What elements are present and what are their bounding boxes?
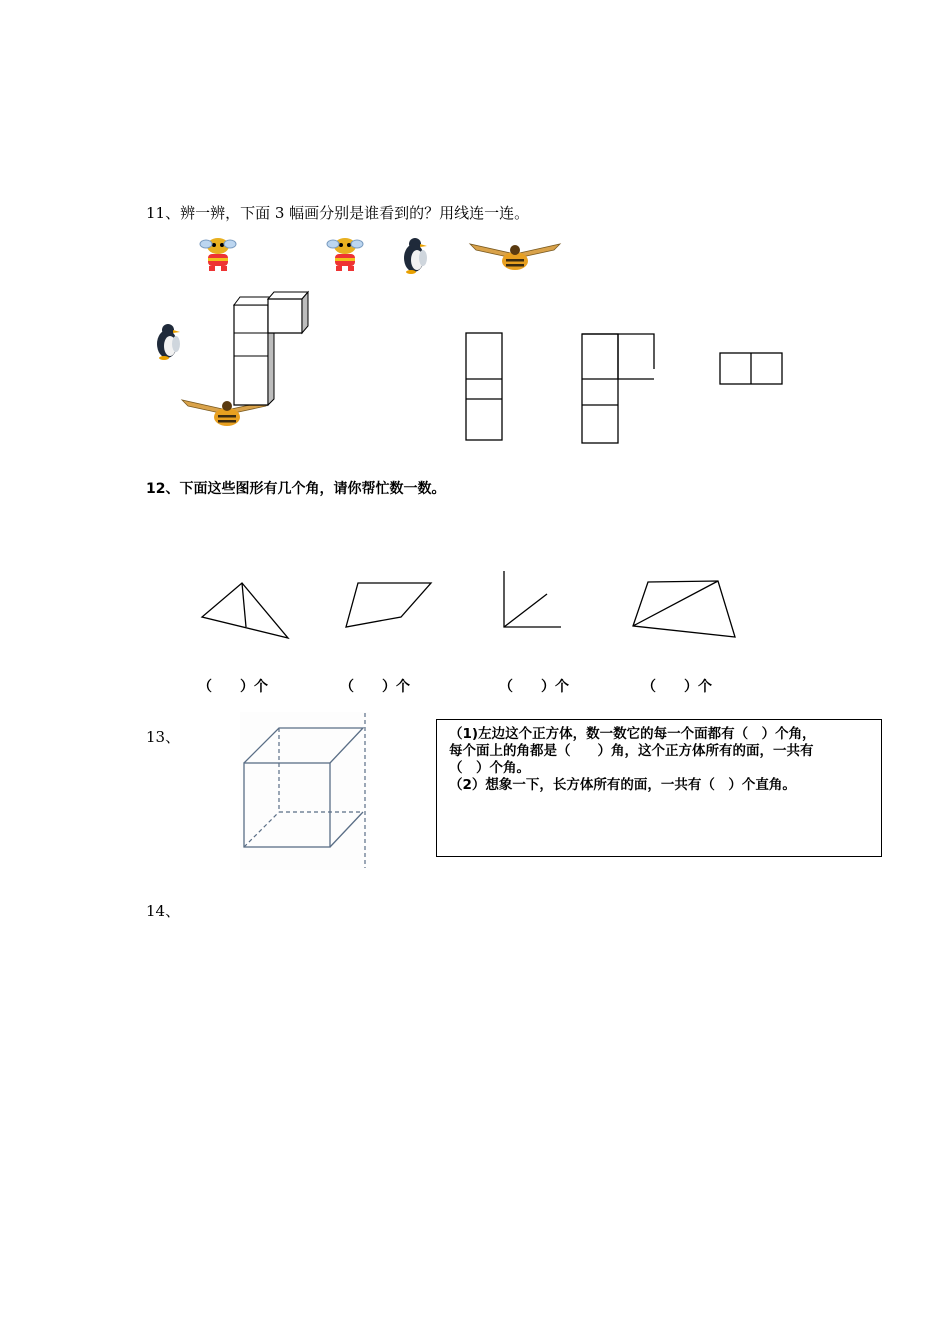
flying-bee-icon (468, 240, 562, 274)
cube-stack-figure (230, 288, 312, 412)
view-figure-1 (465, 332, 505, 442)
q12-answer-4[interactable]: （ ）个 (642, 679, 712, 695)
q12-answer-3[interactable]: （ ）个 (499, 679, 569, 695)
bee-icon (325, 237, 365, 273)
q13-question-box (436, 719, 882, 857)
view-figure-3 (719, 352, 785, 386)
bee-icon (198, 237, 238, 273)
triangle-figure (200, 582, 292, 640)
view-figure-2 (581, 333, 657, 445)
q12-answer-1[interactable]: （ ）个 (198, 679, 268, 695)
cube-figure (240, 712, 370, 870)
q13-line-3: （ ）个角。 (449, 760, 530, 776)
q13-line-1: （1)左边这个正方体，数一数它的每一个面都有（ ）个角， (449, 726, 816, 742)
penguin-icon (150, 322, 186, 360)
q12-answer-2[interactable]: （ ）个 (340, 679, 410, 695)
q14-number: 14、 (146, 902, 181, 920)
penguin-icon (397, 236, 433, 274)
q13-line-2: 每个面上的角都是（ ）角，这个正方体所有的面，一共有 (449, 743, 814, 759)
q12-title: 12、下面这些图形有几个角，请你帮忙数一数。 (146, 481, 446, 497)
q13-line-4: （2）想象一下，长方体所有的面，一共有（ ）个直角。 (449, 777, 796, 793)
parallelogram-figure (344, 582, 434, 630)
angle-figure (502, 570, 564, 630)
q13-number: 13、 (146, 728, 181, 746)
trapezoid-figure (630, 580, 738, 640)
q11-title: 11、辨一辨，下面 3 幅画分别是谁看到的？用线连一连。 (146, 204, 530, 222)
